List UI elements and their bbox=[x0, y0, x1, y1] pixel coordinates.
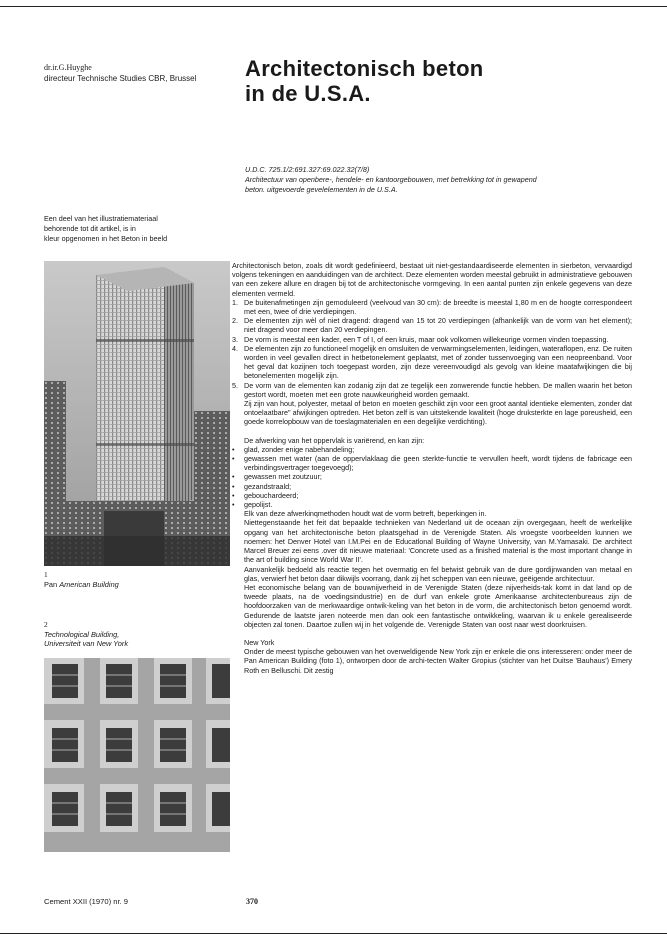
list-item bbox=[232, 316, 632, 334]
list-number: 1. bbox=[232, 297, 238, 307]
bullet-text: gezandstraald; bbox=[244, 481, 292, 491]
list-number: 2. bbox=[232, 316, 238, 326]
udc-block bbox=[245, 165, 630, 195]
photo-technological-building bbox=[44, 658, 230, 852]
list-text: De buitenafmetingen zijn gemoduleerd (veelvoud van 30 cm): de breedte is meestal 1,80 m en de hoogte correspondeert met een, twee of drie verdiepingen. bbox=[244, 297, 632, 317]
bullet-item bbox=[232, 454, 632, 472]
bullet-item bbox=[232, 500, 632, 509]
list-text: De vorm van de elementen kan zodanig zijn dat ze tegelijk een zonwerende functie hebben. De mallen waarin het beton gestort wordt, moeten met een grote nauwkeurigheid worden gemaakt. bbox=[244, 380, 632, 399]
section-title: New York bbox=[244, 637, 275, 647]
udc-code: U.D.C. 725.1/2:691.327:69.022.32(7/8) bbox=[245, 165, 370, 174]
list-text: De elementen zijn zo functioneel mogelijk en omsluiten de verwarmingselementen, leidingen, waterafl​open, enz. De ruiten worden in veel gevallen direct in hetbetonelement geplaatst, met of zonder tussenvoeging van een neopreenband. Voor het geval dat kozijnen toch toegepast worden, zijn deze vereenvoudigd als gevolg van kleine maatafwijkingen die bij betonelementen mogelijk zijn. bbox=[244, 343, 632, 381]
paragraph: Aanvankelijk bedoeld als reactie tegen het overmatig en fel betwist gebruik van de dure gordijnwanden van metaal en glas, verwierf het beton daar dikwijls voorrang, dank zij het scheppen van een nieuwe, geëigende architectuur. bbox=[244, 564, 632, 583]
list-text: De elementen zijn wèl of niet dragend: dragend van 15 tot 20 verdiepingen (afhankelijk van de vorm van het element); niet dragend voor meer dan 20 verdiepingen. bbox=[244, 316, 632, 335]
bottom-rule bbox=[0, 933, 667, 934]
udc-desc-1: Architectuur van openbere-, hendele- en kantoorgebouwen, met betrekking tot in gewapend bbox=[245, 175, 537, 184]
bullet-text: gewassen met water (aan de oppervlaklaag die geen sterkte-functie te vervullen heeft, wordt tijdens de fabricage een verbindingsvertrager toegevoegd); bbox=[244, 454, 632, 473]
list-item bbox=[232, 344, 632, 381]
illustration-note-line: Een deel van het illustratiemateriaal bbox=[44, 214, 158, 223]
photo-pan-american-building bbox=[44, 261, 230, 566]
author-name: dr.ir.G.Huyghe bbox=[44, 63, 92, 72]
bullet-icon: • bbox=[232, 490, 235, 500]
spacer bbox=[232, 629, 632, 638]
article-title bbox=[245, 56, 484, 106]
bullet-text: gepolijst. bbox=[244, 500, 273, 510]
illustration-note bbox=[44, 214, 224, 244]
finish-intro: De afwerking van het oppervlak is variërend, en kan zijn: bbox=[244, 435, 425, 445]
bullet-text: glad, zonder enige nabehandeling; bbox=[244, 444, 355, 454]
title-line-2: in de U.S.A. bbox=[245, 81, 371, 106]
bullet-icon: • bbox=[232, 444, 235, 454]
numbered-list bbox=[232, 298, 632, 399]
figure-1-text bbox=[44, 580, 230, 590]
paragraph: Het economische belang van de bouwnijverheid in de Verenigde Staten (deze nijverheids-tak komt in dat land op de tweede plaats, na de voedingsindustrie) en de durf van enkele grote Amerikaanse architectenbureaus zijn de hoofdoorzaken van de merkwaardige ontwik-keling van het beton in de vorm, die architectonisch beton genoemd wordt. Gedurende de laatste jaren noteerde men dan ook een fantastische ontwikkeling, waarvan ik u enkele gerealiseerde objecten zal tonen. Daartoe zullen wij in het volgende de. Verenigde Staten van oost naar west doorkruisen. bbox=[244, 582, 632, 629]
figure-2-caption bbox=[44, 620, 230, 649]
list-number: 3. bbox=[232, 334, 238, 344]
article-body bbox=[232, 261, 632, 675]
bullet-icon: • bbox=[232, 500, 235, 510]
list-item bbox=[232, 381, 632, 399]
figure-2-number: 2 bbox=[44, 620, 48, 629]
top-rule bbox=[0, 6, 667, 7]
figure-1-text-b: American Building bbox=[59, 579, 119, 589]
bullet-list bbox=[232, 445, 632, 509]
paragraph: Niettegenstaande het feit dat bepaalde technieken van Nederland uit de oceaan zijn overgegaan, heeft de werkelijke opgang van het architectonische beton plaatsgehad in de Verenigde Staten. Als vroegste voorbeelden kunnen we noemen: het Denver Hotel van I.M.Pei en de Educatlonal Building of Wayne University, van M.Yamasaki. De architect Marcel Breuer zei eens .over dit nieuwe materiaal: 'Concrete used as a finished material is the most important change in the art of building since World War II'. bbox=[244, 518, 632, 565]
bullet-text: gewassen met zoutzuur; bbox=[244, 472, 322, 482]
spacer bbox=[232, 427, 632, 436]
list-item bbox=[232, 298, 632, 316]
bullet-icon: • bbox=[232, 481, 235, 491]
figure-1-number: 1 bbox=[44, 570, 48, 579]
list-text: De vorm is meestal een kader, een T of I, of een kruis, maar ook volkomen willekeurige vormen vinden toepassing. bbox=[244, 334, 609, 344]
journal-reference: Cement XXII (1970) nr. 9 bbox=[44, 897, 128, 906]
page-number: 370 bbox=[246, 897, 258, 906]
illustration-note-line: behorende tot dit artikel, is in bbox=[44, 224, 136, 233]
paragraph: Elk van deze afwerkinqmethoden houdt wat de vorm betreft, beperkingen in. bbox=[244, 509, 487, 519]
list-item bbox=[232, 335, 632, 344]
bullet-item bbox=[232, 472, 632, 481]
bullet-item bbox=[232, 491, 632, 500]
udc-desc-2: beton. uitgevoerde gevelelementen in de U.S.A. bbox=[245, 185, 398, 194]
bullet-text: gebouchardeerd; bbox=[244, 490, 299, 500]
list-number: 5. bbox=[232, 380, 238, 390]
bullet-icon: • bbox=[232, 454, 235, 464]
author-role: directeur Technische Studies CBR, Brussel bbox=[44, 74, 197, 83]
intro-paragraph: Architectonisch beton, zoals dit wordt gedefinieerd, bestaat uit niet-gestandaardiseerde elementen in sierbeton, vervaardigd volgens tekeningen en aanduidingen van de architect. Deze elementen worden meestal gebruikt in administratieve gebouwen van een zekere allure en dragen bij tot de architectonische vormgeving. In een aantal punten zijn enkele gegevens van deze elementen vermeld. bbox=[232, 261, 632, 298]
figure-2-line-1: Technological Building, bbox=[44, 629, 120, 639]
figure-2-line-2: Universiteit van New York bbox=[44, 639, 129, 648]
illustration-note-line: kleur opgenomen in het Beton in beeld bbox=[44, 234, 168, 243]
title-line-1: Architectonisch beton bbox=[245, 56, 484, 81]
list-number: 4. bbox=[232, 343, 238, 353]
molds-paragraph: Zij zijn van hout, polyester, metaal of beton en moeten geschikt zijn voor een groot aantal identieke elementen, zonder dat ontoelaatbare" afwijkingen optreden. Het beton zelf is van uitstekende kwaliteit (hoge druksterkte en lage poreusheid, een goede korrelopbouw van de toeslagmaterialen en een degelijke verdichting). bbox=[244, 399, 632, 427]
bullet-icon: • bbox=[232, 472, 235, 482]
figure-1-caption bbox=[44, 570, 230, 589]
author-block bbox=[44, 62, 196, 84]
section-paragraph: Onder de meest typische gebouwen van het overweldigende New York zijn er enkele die ons interesseren: onder meer de Pan American Building (foto 1), ontworpen door de archi-tecten Walter Gropius (stichter van het Duitse 'Bauhaus') Emery Roth en Belluschi. Dit zestig bbox=[244, 647, 632, 675]
bullet-item bbox=[232, 482, 632, 491]
bullet-item bbox=[232, 445, 632, 454]
figure-1-text-a: Pan bbox=[44, 579, 60, 589]
